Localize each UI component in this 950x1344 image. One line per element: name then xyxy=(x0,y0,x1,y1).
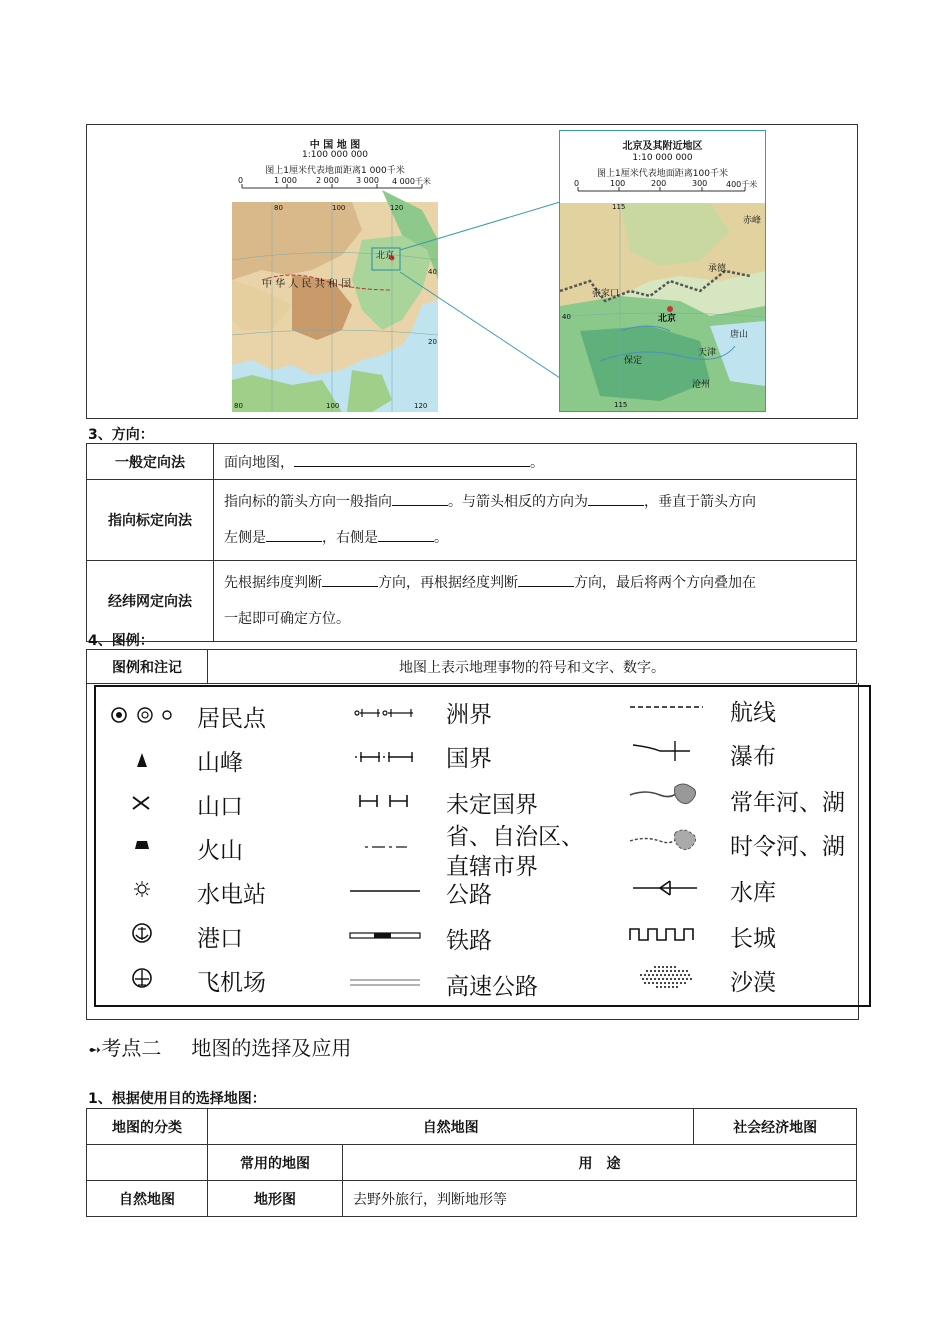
china-scale-tick-label: 4 000千米 xyxy=(392,177,431,186)
direction-method-desc xyxy=(214,480,857,561)
legend-item-label: 居民点 xyxy=(197,706,266,732)
china-scale-tick-label: 3 000 xyxy=(356,176,379,185)
volcano-icon xyxy=(135,841,149,849)
china-scale-tick-label: 1 000 xyxy=(274,176,297,185)
reservoir-icon xyxy=(633,881,697,895)
beijing-city-label: 保定 xyxy=(624,356,643,366)
legend-label-table xyxy=(86,649,857,684)
legend-item-label: 常年河、湖 xyxy=(730,790,845,816)
answer-blank[interactable] xyxy=(518,586,574,587)
beijing-map xyxy=(559,130,766,412)
mountain-pass-icon xyxy=(133,797,149,809)
legend-symbols-col3 xyxy=(625,695,715,995)
answer-blank[interactable] xyxy=(392,505,448,506)
legend-item-label: 水库 xyxy=(730,880,776,906)
china-lon-label: 120 xyxy=(390,204,404,212)
port-icon xyxy=(133,924,151,942)
section-heading xyxy=(88,1032,351,1061)
continent-boundary-icon xyxy=(355,709,413,717)
hydropower-icon xyxy=(134,881,150,897)
legend-item-label: 沙漠 xyxy=(730,970,776,996)
beijing-city-label: 张家口 xyxy=(592,289,620,299)
beijing-bottom-lon-label: 115 xyxy=(614,401,628,409)
beijing-lon-label: 115 xyxy=(612,203,626,211)
desert-icon xyxy=(640,966,692,988)
china-scale-tick-label: 2 000 xyxy=(316,176,339,185)
legend-symbols-col2 xyxy=(345,695,430,995)
legend-item-label: 瀑布 xyxy=(730,744,776,770)
direction-method-desc xyxy=(214,561,857,642)
china-bottom-lon-label: 120 xyxy=(414,402,428,410)
mountain-peak-icon xyxy=(137,753,147,767)
legend-item-label: 水电站 xyxy=(197,882,266,908)
legend-item-label: 长城 xyxy=(730,926,776,952)
direction-method-name: 指向标定向法 xyxy=(87,480,214,561)
table-header-cell: 社会经济地图 xyxy=(694,1109,857,1145)
beijing-scale-tick-label: 400千米 xyxy=(726,180,758,189)
legend-item-label: 时令河、湖 xyxy=(730,834,845,860)
answer-blank[interactable] xyxy=(294,466,530,467)
legend-heading: 4、图例： xyxy=(88,633,154,649)
beijing-city-label: 承德 xyxy=(708,264,727,274)
china-map-title: 中 国 地 图 xyxy=(309,140,361,151)
table-cell xyxy=(87,1145,208,1181)
section-title: 地图的选择及应用 xyxy=(191,1036,352,1060)
desc-text: 。 xyxy=(530,454,544,471)
legend-item-label: 直辖市界 xyxy=(446,854,538,880)
section-number: 考点二 xyxy=(101,1036,162,1060)
table-header-cell: 常用的地图 xyxy=(208,1145,343,1181)
legend-item-label: 省、自治区、 xyxy=(446,824,584,850)
beijing-scale-tick-label: 300 xyxy=(692,179,708,188)
legend-item-label: 飞机场 xyxy=(197,970,266,996)
legend-label: 图例和注记 xyxy=(87,650,208,684)
railway-icon xyxy=(350,933,420,938)
china-country-label: 中 华 人 民 共 和 国 xyxy=(262,279,352,290)
settlement-icon xyxy=(112,708,171,722)
desc-text: 方向，再根据经度判断 xyxy=(378,575,518,591)
map-connector-lines xyxy=(380,180,580,380)
beijing-city-label: 北京 xyxy=(658,314,677,324)
china-bottom-lon-label: 100 xyxy=(326,402,340,410)
desc-text: 一起即可确定方位。 xyxy=(224,611,350,627)
arrow-icon: ➻ xyxy=(88,1040,102,1059)
airport-icon xyxy=(133,969,151,987)
desc-text: ，右侧是 xyxy=(322,530,378,546)
beijing-scale-tick-label: 100 xyxy=(610,179,626,188)
legend-item-label: 未定国界 xyxy=(446,792,538,818)
china-lon-label: 100 xyxy=(332,204,346,212)
direction-method-desc xyxy=(214,444,857,480)
china-bottom-lon-label: 80 xyxy=(234,402,243,410)
beijing-map-caption: 图上1厘米代表地面距离100千米 xyxy=(597,169,728,179)
direction-method-name: 经纬网定向法 xyxy=(87,561,214,642)
legend-item-label: 公路 xyxy=(446,882,492,908)
beijing-scale-tick-label: 0 xyxy=(574,179,580,188)
expressway-icon xyxy=(350,980,420,985)
legend-item-label: 港口 xyxy=(197,926,243,952)
seasonal-river-lake-icon xyxy=(630,830,696,850)
beijing-city-label: 沧州 xyxy=(692,380,711,390)
legend-item-label: 国界 xyxy=(446,746,492,772)
direction-table xyxy=(86,443,857,642)
beijing-scale-tick-label: 200 xyxy=(651,179,667,188)
beijing-city-label: 赤峰 xyxy=(743,216,762,226)
national-boundary-icon xyxy=(355,752,413,762)
answer-blank[interactable] xyxy=(266,541,322,542)
china-lat-label: 40 xyxy=(428,268,437,276)
legend-item-label: 山峰 xyxy=(197,750,243,776)
desc-text: 面向地图， xyxy=(224,454,294,471)
china-scale-tick-label: 0 xyxy=(238,176,244,185)
china-map-caption: 图上1厘米代表地面距离1 000千米 xyxy=(265,166,405,176)
legend-description: 地图上表示地理事物的符号和文字、数字。 xyxy=(208,650,857,684)
china-lat-label: 20 xyxy=(428,338,437,346)
answer-blank[interactable] xyxy=(588,505,644,506)
beijing-lat-label: 40 xyxy=(562,313,571,321)
desc-text: 。 xyxy=(434,530,448,546)
beijing-map-scale: 1:10 000 000 xyxy=(632,153,693,163)
china-map-scale: 1:100 000 000 xyxy=(301,150,368,160)
desc-text: 。与箭头相反的方向为 xyxy=(448,494,588,510)
legend-symbols-col1 xyxy=(105,695,185,995)
table-cell: 地形图 xyxy=(208,1181,343,1217)
table-cell: 自然地图 xyxy=(87,1181,208,1217)
selection-heading: 1、根据使用目的选择地图： xyxy=(88,1091,266,1107)
legend-item-label: 铁路 xyxy=(446,928,492,954)
undetermined-boundary-icon xyxy=(360,795,407,807)
china-lon-label: 80 xyxy=(274,204,283,212)
legend-item-label: 山口 xyxy=(197,794,243,820)
desc-text: 指向标的箭头方向一般指向 xyxy=(224,494,392,510)
beijing-city-label: 天津 xyxy=(698,348,717,358)
desc-text: 方向，最后将两个方向叠加在 xyxy=(574,575,756,591)
desc-text: 先根据纬度判断 xyxy=(224,575,322,591)
legend-item-label: 高速公路 xyxy=(446,974,538,1000)
direction-heading: 3、方向： xyxy=(88,427,154,443)
beijing-map-title: 北京及其附近地区 xyxy=(622,141,703,152)
beijing-city-label: 唐山 xyxy=(730,330,749,340)
great-wall-icon xyxy=(630,929,693,940)
perennial-river-lake-icon xyxy=(630,784,696,804)
china-beijing-label: 北京 xyxy=(376,251,395,261)
table-cell: 去野外旅行，判断地形等 xyxy=(343,1181,857,1217)
answer-blank[interactable] xyxy=(322,586,378,587)
legend-item-label: 航线 xyxy=(730,700,776,726)
waterfall-icon xyxy=(633,741,690,761)
direction-method-name: 一般定向法 xyxy=(87,444,214,480)
table-header-cell: 用 途 xyxy=(343,1145,857,1181)
answer-blank[interactable] xyxy=(378,541,434,542)
desc-text: 左侧是 xyxy=(224,530,266,546)
map-selection-table xyxy=(86,1108,857,1217)
table-header-cell: 自然地图 xyxy=(208,1109,694,1145)
table-header-cell: 地图的分类 xyxy=(87,1109,208,1145)
legend-item-label: 洲界 xyxy=(446,702,492,728)
legend-item-label: 火山 xyxy=(197,838,243,864)
desc-text: ，垂直于箭头方向 xyxy=(644,494,756,510)
